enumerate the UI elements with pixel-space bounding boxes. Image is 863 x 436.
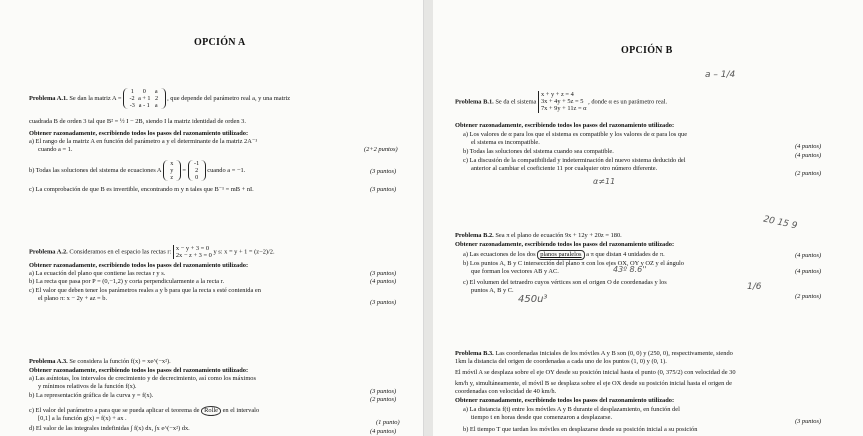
a3-part-d: d) El valor de las integrales indefinidas ∫ f(x) dx, ∫x e^(−x²) dx. bbox=[29, 425, 190, 432]
vector-xyz-cell: y bbox=[170, 167, 174, 174]
matrix-a-cell: a bbox=[154, 102, 158, 109]
vector-xyz bbox=[163, 160, 181, 181]
matrix-a-cell: -3 bbox=[129, 102, 135, 109]
a3-part-a-points: (3 puntos) bbox=[370, 388, 397, 395]
vector-xyz-row bbox=[166, 174, 178, 181]
vector-rhs-cell: -1 bbox=[194, 160, 200, 167]
left-page bbox=[0, 0, 424, 436]
b1-part-b: b) Todas las soluciones del sistema cuando sea compatible. bbox=[463, 148, 614, 155]
problem-a3-intro: Problema A.3. Se considera la función f(x) = xe^(−x²). bbox=[29, 358, 171, 365]
a2-part-c-cont: el plano π: x − 2y + az = b. bbox=[38, 295, 108, 302]
problem-b3-intro: Problema B.3. Las coordenadas iniciales de los móviles A y B son (0, 0) y (250, 0), respectivamente, siendo bbox=[455, 350, 733, 357]
vector-rhs-cell: 2 bbox=[195, 167, 199, 174]
a2-part-c: c) El valor que deben tener los parámetros reales a y b para que la recta s esté contenida en bbox=[29, 287, 261, 294]
problem-a2-instructions: Obtener razonadamente, escribiendo todos los pasos del razonamiento utilizado: bbox=[29, 262, 249, 269]
matrix-a-row bbox=[126, 95, 162, 102]
handwritten-note-a: a – 1/4 bbox=[705, 70, 736, 80]
matrix-a bbox=[123, 88, 165, 109]
vector-rhs-row bbox=[191, 174, 203, 181]
b2-part-c: c) El volumen del tetraedro cuyos vértices son el origen O de coordenadas y los bbox=[463, 279, 667, 286]
b2-part-a-points: (4 puntos) bbox=[795, 252, 822, 259]
b3-part-b: b) El tiempo T que tardan los móviles en desplazarse desde su posición inicial a su posición bbox=[463, 426, 698, 433]
handwritten-note-b2-angle: 43º 8.6'' bbox=[613, 265, 647, 274]
vector-xyz-row bbox=[166, 167, 178, 174]
option-a-title: OPCIÓN A bbox=[194, 37, 246, 48]
b3-part-a: a) La distancia f(t) entre los móviles A y B durante el desplazamiento, en función del bbox=[463, 406, 680, 413]
right-page bbox=[433, 0, 863, 436]
b3-line2: 1km la distancia del origen de coordenadas a cada uno de los puntos (1, 0) y (0, 1). bbox=[455, 358, 667, 365]
problem-a1-line2: cuadrada B de orden 3 tal que B² = ½ I − 2B, siendo I la matriz identidad de orden 3. bbox=[29, 118, 246, 125]
a3-part-a-cont: y mínimos relativos de la función f(x). bbox=[38, 383, 137, 390]
b3-line5: coordenadas con velocidad de 40 km/h. bbox=[455, 388, 557, 395]
b3-line4: km/h y, simultáneamente, el móvil B se desplaza sobre el eje OX desde su posición inicial hasta el origen de bbox=[455, 380, 732, 387]
a1-part-b-points: (3 puntos) bbox=[370, 168, 397, 175]
problem-a1-intro: Problema A.1. Se dan la matriz A = 1 0 a -2 a + 1 2 -3 a - 1 a , que depende del parámetro real a, y una matriz bbox=[29, 88, 291, 109]
a1-part-a-cont: cuando a = 1. bbox=[38, 146, 73, 153]
vector-rhs-cell: 0 bbox=[195, 174, 199, 181]
vector-rhs bbox=[188, 160, 206, 181]
matrix-a-cell: -2 bbox=[129, 95, 135, 102]
problem-a1-instructions: Obtener razonadamente, escribiendo todos los pasos del razonamiento utilizado: bbox=[29, 130, 249, 137]
vector-xyz-cell: z bbox=[170, 174, 174, 181]
a1-part-a: a) El rango de la matriz A en función del parámetro a y el determinante de la matriz 2A⁻¹ bbox=[29, 138, 258, 145]
a1-part-b: b) Todas las soluciones del sistema de ecuaciones A x y z = -1 2 0 cuando a = −1. bbox=[29, 160, 246, 181]
rolle-circled: Rolle bbox=[201, 406, 221, 416]
problem-b1-intro: Problema B.1. Se da el sistema x + y + z = 4 3x + 4y + 5z = 5 7x + 9y + 11z = α , donde α es un parámetro real. bbox=[455, 91, 668, 113]
b1-part-a-points: (4 puntos) bbox=[795, 143, 822, 150]
a3-part-b: b) La representación gráfica de la curva y = f(x). bbox=[29, 392, 154, 399]
problem-b2-intro: Problema B.2. Sea π el plano de ecuación 9x + 12y + 20z = 180. bbox=[455, 232, 622, 239]
matrix-a-cell: 0 bbox=[142, 88, 146, 95]
matrix-a-cell: 1 bbox=[130, 88, 134, 95]
a2-part-a-points: (3 puntos) bbox=[370, 270, 397, 277]
b3-line3: El móvil A se desplaza sobre el eje OY desde su posición inicial hasta el punto (0, 375/2) con velocidad de 30 bbox=[455, 369, 736, 376]
a3-part-c-cont: [0,1] a la función g(x) = f(x) + ax . bbox=[38, 415, 127, 422]
matrix-a-cell: 2 bbox=[154, 95, 159, 102]
a1-part-a-points: (2+2 puntos) bbox=[364, 146, 398, 153]
a2-part-b-points: (4 puntos) bbox=[370, 278, 397, 285]
option-b-title: OPCIÓN B bbox=[621, 45, 673, 56]
a3-part-b-points: (2 puntos) bbox=[370, 396, 397, 403]
a1-part-c: c) La comprobación de que B es invertible, encontrando m y n tales que B⁻¹ = mB + nI. bbox=[29, 186, 254, 193]
b1-part-c-points: (2 puntos) bbox=[795, 170, 822, 177]
b2-part-c-points: (2 puntos) bbox=[795, 293, 822, 300]
problem-b2-instructions: Obtener razonadamente, escribiendo todos los pasos del razonamiento utilizado: bbox=[455, 241, 675, 248]
matrix-a-cell: a bbox=[154, 88, 158, 95]
problem-a3-instructions: Obtener razonadamente, escribiendo todos los pasos del razonamiento utilizado: bbox=[29, 367, 249, 374]
planos-paralelos-circled: planos paralelos bbox=[537, 250, 584, 260]
a3-part-d-points: (4 puntos) bbox=[370, 428, 397, 435]
a3-part-a: a) Las asíntotas, los intervalos de crecimiento y de decrecimiento, así como los máximos bbox=[29, 375, 256, 382]
b1-part-a: a) Los valores de α para los que el sistema es compatible y los valores de α para los que bbox=[463, 131, 688, 138]
handwritten-fraction: 1/6 bbox=[747, 282, 762, 292]
a2-part-c-points: (3 puntos) bbox=[370, 299, 397, 306]
vector-xyz-cell: x bbox=[170, 160, 174, 167]
vector-xyz-row bbox=[166, 160, 178, 167]
b1-part-b-points: (4 puntos) bbox=[795, 152, 822, 159]
b1-part-c-cont: anterior al cambiar el coeficiente 11 por cualquier otro número diferente. bbox=[471, 165, 658, 172]
matrix-a-row bbox=[126, 102, 162, 109]
handwritten-note-b2-volume: 450u³ bbox=[518, 294, 548, 305]
a2-part-a: a) La ecuación del plano que contiene las rectas r y s. bbox=[29, 270, 166, 277]
b3-part-a-points: (3 puntos) bbox=[795, 418, 822, 425]
b1-part-c: c) La discusión de la compatibilidad y indeterminación del nuevo sistema deducido del bbox=[463, 157, 686, 164]
handwritten-note-b2-top: 20 15 9 bbox=[762, 214, 799, 232]
problem-b1-instructions: Obtener razonadamente, escribiendo todos los pasos del razonamiento utilizado: bbox=[455, 122, 675, 129]
a1-part-c-points: (3 puntos) bbox=[370, 186, 397, 193]
a3-part-c-points: (1 punto) bbox=[376, 419, 400, 426]
matrix-a-cell: a - 1 bbox=[138, 102, 150, 109]
handwritten-note-b1: α≠11 bbox=[593, 177, 616, 186]
b2-part-b: b) Los puntos A, B y C intersección del plano π con los ejes OX, OY y OZ y el ángulo bbox=[463, 260, 684, 267]
matrix-a-row bbox=[126, 88, 162, 95]
page-gutter bbox=[424, 0, 433, 436]
vector-rhs-row bbox=[191, 160, 203, 167]
b2-part-b-cont: que forman los vectores AB y AC. bbox=[471, 268, 559, 275]
problem-b3-instructions: Obtener razonadamente, escribiendo todos los pasos del razonamiento utilizado: bbox=[455, 397, 675, 404]
b3-part-a-cont: tiempo t en horas desde que comenzaron a desplazarse. bbox=[471, 414, 613, 421]
b2-part-a: a) Las ecuaciones de los dos planos paralelos a π que distan 4 unidades de π. bbox=[463, 251, 665, 258]
a3-part-c: c) El valor del parámetro a para que se pueda aplicar el teorema de Rolle en el intervalo bbox=[29, 407, 260, 414]
vector-rhs-row bbox=[191, 167, 203, 174]
b1-part-a-cont: el sistema es incompatible. bbox=[471, 139, 540, 146]
problem-a2-intro: Problema A.2. Consideramos en el espacio las rectas r: x − y + 3 = 0 2x − z + 3 = 0 y s: x = y + 1 = (z−2)/2. bbox=[29, 245, 275, 260]
b2-part-c-cont: puntos A, B y C. bbox=[471, 287, 514, 294]
b2-part-b-points: (4 puntos) bbox=[795, 268, 822, 275]
matrix-a-cell: a + 1 bbox=[138, 95, 151, 102]
a2-part-b: b) La recta que pasa por P = (0,−1,2) y corta perpendicularmente a la recta r. bbox=[29, 278, 225, 285]
